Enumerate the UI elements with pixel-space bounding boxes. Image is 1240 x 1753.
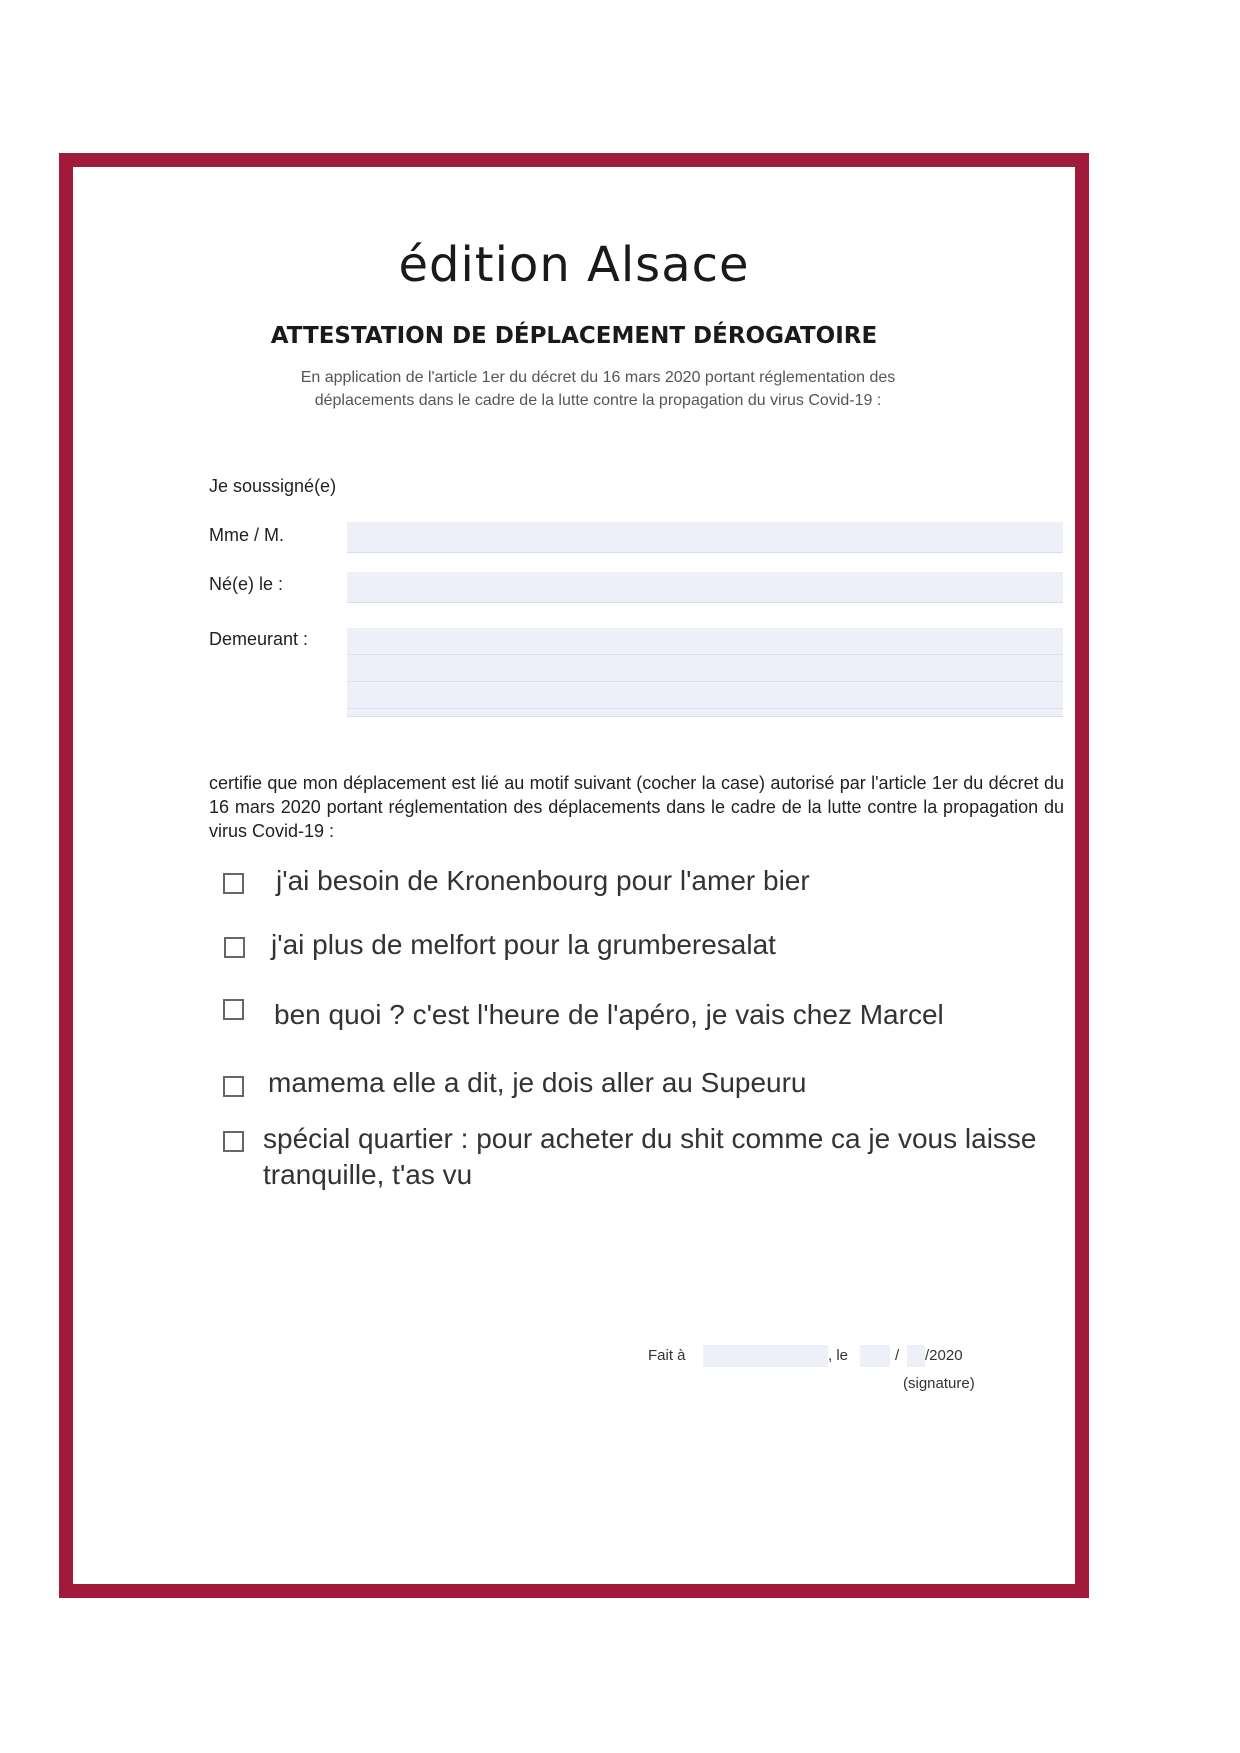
born-label: Né(e) le : bbox=[209, 574, 284, 594]
motif-label: mamema elle a dit, je dois aller au Supeuru bbox=[268, 1067, 807, 1098]
motif-label: ben quoi ? c'est l'heure de l'apéro, je vais chez Marcel bbox=[274, 999, 944, 1030]
fait-a-label: Fait à bbox=[648, 1347, 686, 1364]
certify-text: certifie que mon déplacement est lié au motif suivant (cocher la case) autorisé par l'article 1er du décret du 16 mars 2020 portant réglementation des déplacements dans le cadre de la lutte contre la propagation du virus Covid-19 : bbox=[209, 773, 1064, 841]
attestation-frame bbox=[59, 153, 1089, 1598]
edition-heading: édition Alsace bbox=[398, 237, 750, 293]
name-label: Mme / M. bbox=[209, 525, 284, 545]
name-field[interactable] bbox=[347, 522, 1063, 553]
place-field[interactable] bbox=[703, 1345, 828, 1367]
motif-checkbox[interactable] bbox=[223, 1131, 244, 1152]
date-slash: / bbox=[895, 1347, 900, 1364]
month-field[interactable] bbox=[907, 1345, 925, 1367]
address-label: Demeurant : bbox=[209, 629, 309, 649]
date-year: /2020 bbox=[925, 1347, 963, 1364]
motif-checkbox[interactable] bbox=[224, 937, 245, 958]
address-field[interactable] bbox=[347, 628, 1063, 717]
birth-date-field[interactable] bbox=[347, 572, 1063, 603]
intro-line-2: déplacements dans le cadre de la lutte contre la propagation du virus Covid-19 : bbox=[314, 392, 882, 409]
motif-label: spécial quartier : pour acheter du shit comme ca je vous laisse tranquille, t'as vu bbox=[263, 1123, 1037, 1190]
motif-checkbox[interactable] bbox=[223, 873, 244, 894]
soussigne-label: Je soussigné(e) bbox=[209, 476, 337, 496]
motif-checkbox[interactable] bbox=[223, 999, 244, 1020]
motif-label: j'ai besoin de Kronenbourg pour l'amer bier bbox=[276, 865, 810, 896]
day-field[interactable] bbox=[860, 1345, 890, 1367]
date-le-label: , le bbox=[828, 1347, 849, 1364]
signature-label: (signature) bbox=[903, 1375, 975, 1392]
intro-line-1: En application de l'article 1er du décret du 16 mars 2020 portant réglementation des bbox=[300, 369, 896, 386]
motif-label: j'ai plus de melfort pour la grumberesalat bbox=[271, 929, 776, 960]
motif-checkbox[interactable] bbox=[223, 1076, 244, 1097]
intro-text bbox=[173, 366, 1023, 412]
attestation-title: ATTESTATION DE DÉPLACEMENT DÉROGATOIRE bbox=[270, 323, 878, 349]
